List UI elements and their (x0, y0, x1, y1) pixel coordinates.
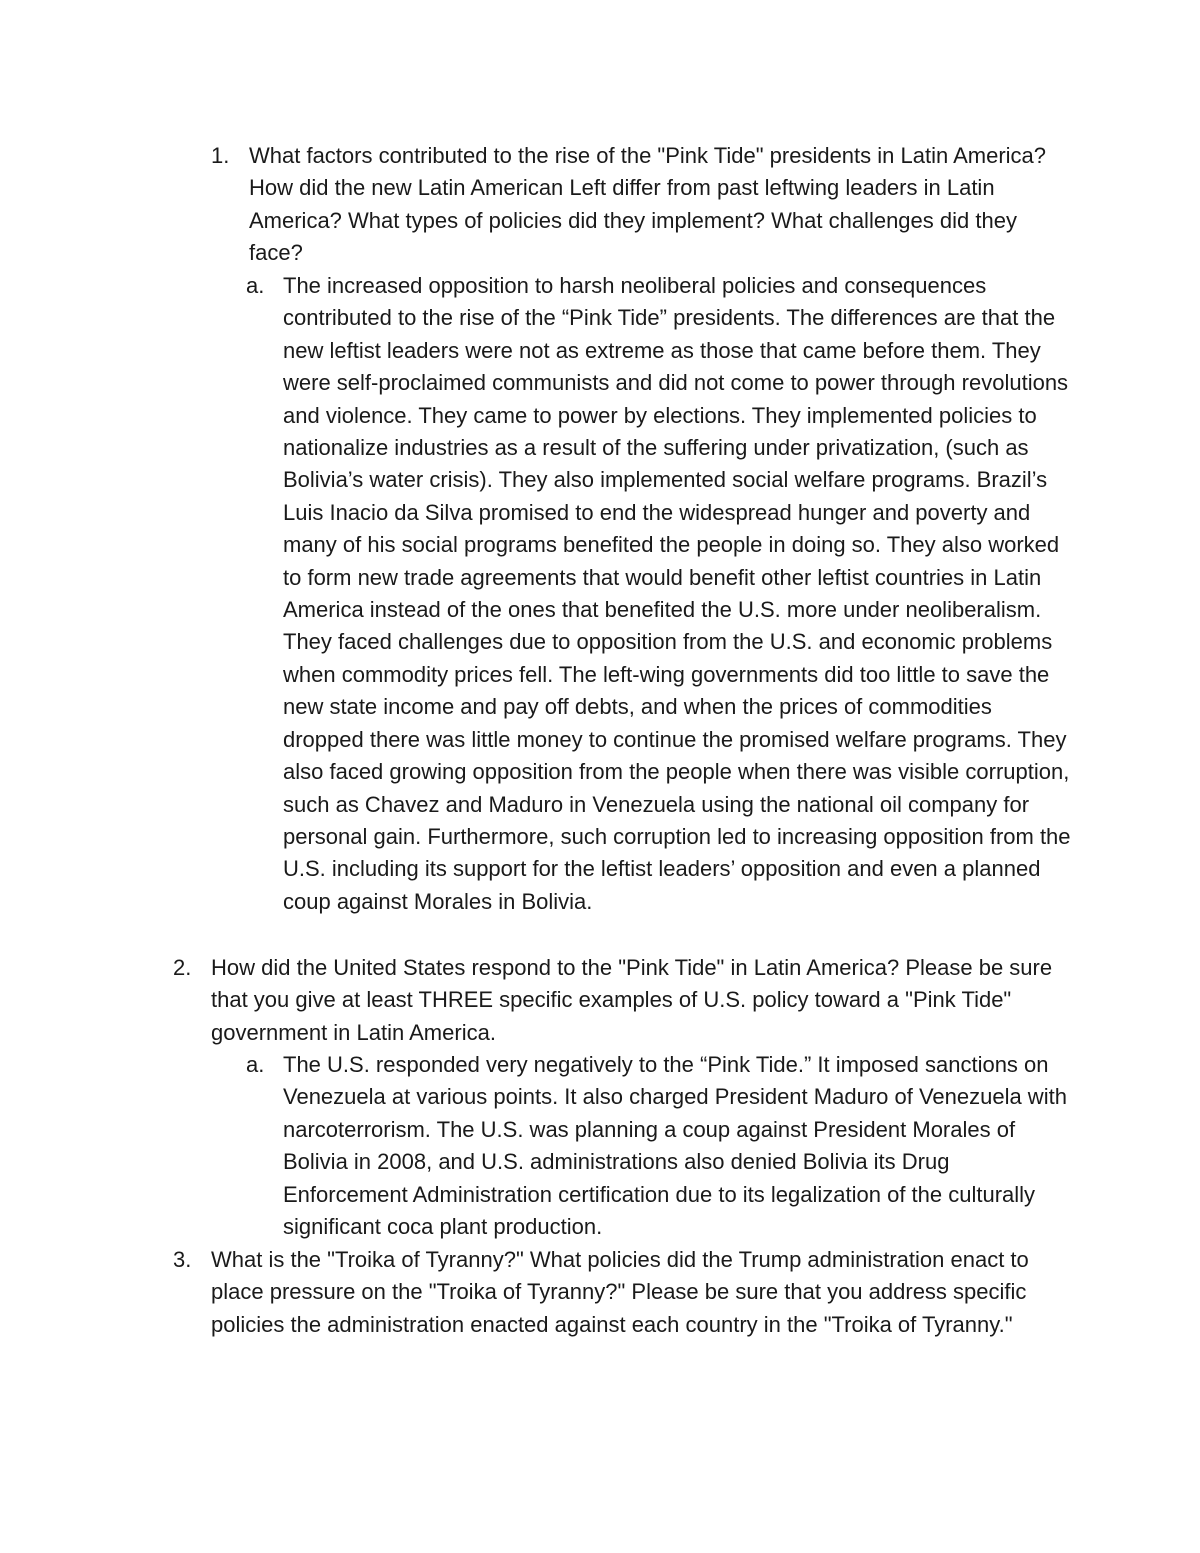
question-text: What is the "Troika of Tyranny?" What policies did the Trump administration enact to place pressure on the "Troika of Tyranny?" Please be sure that you address specific policies the administration enacted against each country in the "Troika of Tyranny." (211, 1247, 1029, 1337)
answer-text: The U.S. responded very negatively to the “Pink Tide.” It imposed sanctions on Venezuela at various points. It also charged President Maduro of Venezuela with narcoterrorism. The U.S. was planning a coup against President Morales of Bolivia in 2008, and U.S. administrations also denied Bolivia its Drug Enforcement Administration certification due to its legalization of the culturally significant coca plant production. (283, 1052, 1067, 1240)
question-number: 1. (211, 143, 230, 168)
question-text: How did the United States respond to the "Pink Tide" in Latin America? Please be sure that you give at least THREE specific examples of U.S. policy toward a "Pink Tide" government in Latin America. (211, 955, 1053, 1045)
question-number: 2. (173, 955, 192, 980)
answer-2a (246, 1049, 1073, 1243)
question-text: What factors contributed to the rise of the "Pink Tide" presidents in Latin America? How did the new Latin American Left differ from past leftwing leaders in Latin America? What types of policies did they implement? What challenges did they face? (249, 143, 1047, 266)
answer-marker: a. (246, 273, 265, 298)
question-2 (173, 952, 1071, 1049)
question-1 (211, 140, 1049, 270)
answer-marker: a. (246, 1052, 265, 1077)
question-3 (173, 1244, 1071, 1341)
answer-1a (246, 270, 1073, 918)
answer-text: The increased opposition to harsh neoliberal policies and consequences contributed to the rise of the “Pink Tide” presidents. The differences are that the new leftist leaders were not as extreme as those that came before them. They were self-proclaimed communists and did not come to power through revolutions and violence. They came to power by elections. They implemented policies to nationalize industries as a result of the suffering under privatization, (such as Bolivia’s water crisis). They also implemented social welfare programs. Brazil’s Luis Inacio da Silva promised to end the widespread hunger and poverty and many of his social programs benefited the people in doing so. They also worked to form new trade agreements that would benefit other leftist countries in Latin America instead of the ones that benefited the U.S. more under neoliberalism. They faced challenges due to opposition from the U.S. and economic problems when commodity prices fell. The left-wing governments did too little to save the new state income and pay off debts, and when the prices of commodities dropped there was little money to continue the promised welfare programs. They also faced growing opposition from the people when there was visible corruption, such as Chavez and Maduro in Venezuela using the national oil company for personal gain. Furthermore, such corruption led to increasing opposition from the U.S. including its support for the leftist leaders’ opposition and even a planned coup against Morales in Bolivia. (283, 273, 1071, 914)
question-number: 3. (173, 1247, 192, 1272)
